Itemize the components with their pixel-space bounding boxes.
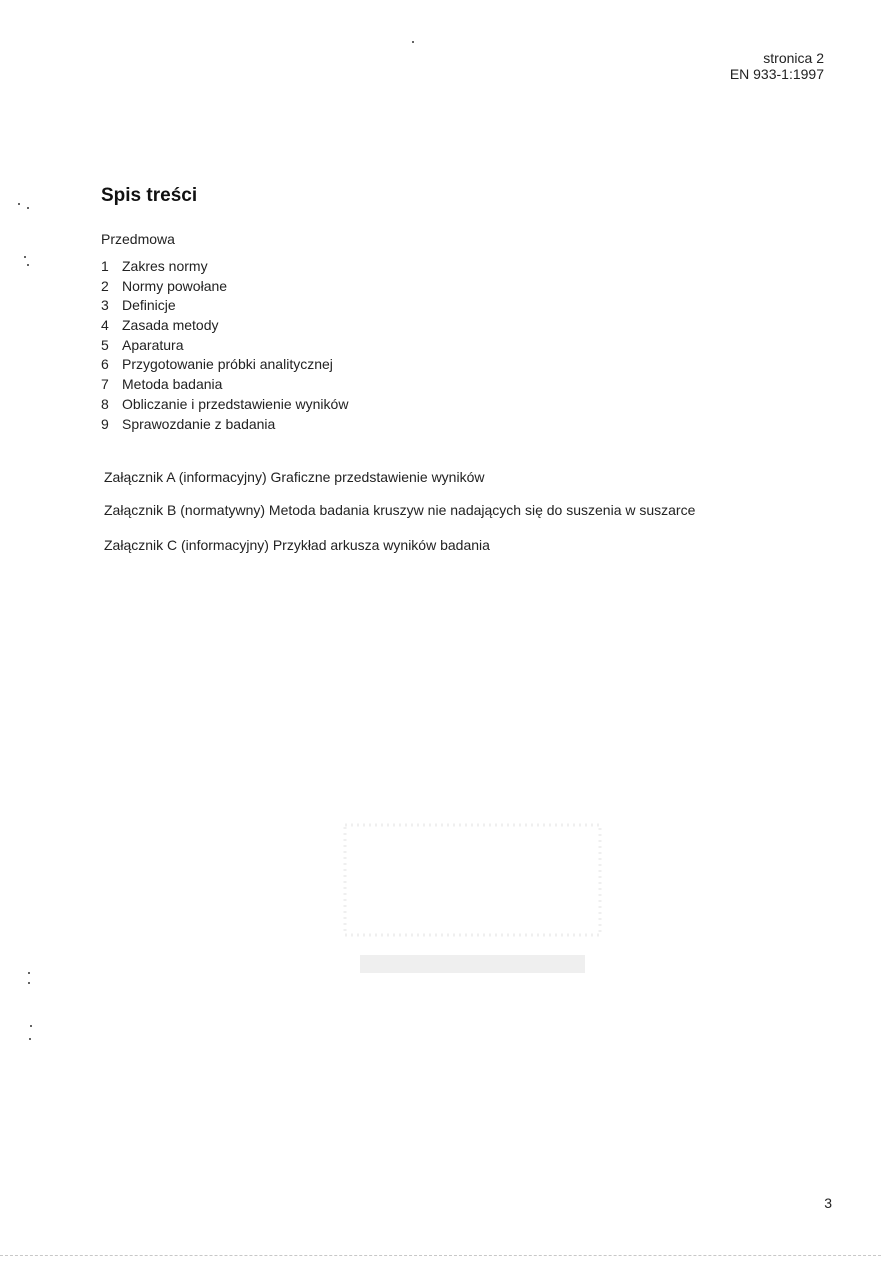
scan-speck	[24, 256, 26, 258]
toc-item-number: 7	[101, 376, 109, 393]
scan-speck	[27, 264, 29, 266]
scan-speck	[29, 1038, 31, 1040]
toc-item-label: Obliczanie i przedstawienie wyników	[122, 395, 349, 412]
toc-item-number: 5	[101, 336, 109, 353]
toc-item-label: Metoda badania	[122, 376, 223, 393]
toc-item	[101, 415, 348, 435]
toc-item-number: 2	[101, 277, 109, 294]
toc-item-number: 1	[101, 258, 109, 274]
toc-item-number: 4	[101, 317, 109, 334]
annex-a: Załącznik A (informacyjny) Graficzne przedstawienie wyników	[104, 469, 485, 485]
toc-title: Spis treści	[101, 185, 198, 206]
toc-item	[101, 336, 348, 356]
standard-code: EN 933-1:1997	[729, 66, 824, 82]
scan-speck	[412, 41, 414, 43]
toc-item-number: 9	[101, 415, 109, 432]
toc-item	[101, 355, 348, 375]
toc-item-number: 8	[101, 395, 109, 412]
toc-item-label: Zakres normy	[122, 258, 208, 274]
toc-item-number: 3	[101, 297, 109, 314]
toc-item-label: Aparatura	[122, 336, 184, 353]
toc-item-label: Normy powołane	[122, 277, 228, 294]
faint-seal-mark	[340, 820, 605, 985]
toc-item-label: Sprawozdanie z badania	[122, 415, 276, 432]
toc-item-label: Przygotowanie próbki analitycznej	[122, 356, 333, 373]
toc-item	[101, 395, 348, 415]
scan-speck	[27, 207, 29, 209]
toc-item	[101, 316, 348, 336]
page-bottom-edge	[0, 1255, 881, 1256]
scan-speck	[28, 972, 30, 974]
toc-item	[101, 296, 348, 316]
toc-item-label: Definicje	[122, 297, 176, 314]
scan-speck	[28, 982, 30, 984]
annex-c: Załącznik C (informacyjny) Przykład arkusza wyników badania	[104, 537, 490, 553]
toc-preface: Przedmowa	[101, 231, 175, 247]
toc-item	[101, 375, 348, 395]
scan-speck	[18, 203, 20, 205]
page-label: stronica 2	[763, 50, 824, 66]
toc-item	[101, 277, 348, 297]
page-number: 3	[824, 1195, 832, 1211]
toc-item-number: 6	[101, 356, 109, 373]
toc-item	[101, 257, 348, 277]
annex-b: Załącznik B (normatywny) Metoda badania kruszyw nie nadających się do suszenia w suszarce	[104, 502, 696, 518]
toc-item-label: Zasada metody	[122, 317, 219, 334]
page-header	[730, 50, 824, 82]
toc-list	[101, 257, 348, 434]
scan-speck	[30, 1025, 32, 1027]
